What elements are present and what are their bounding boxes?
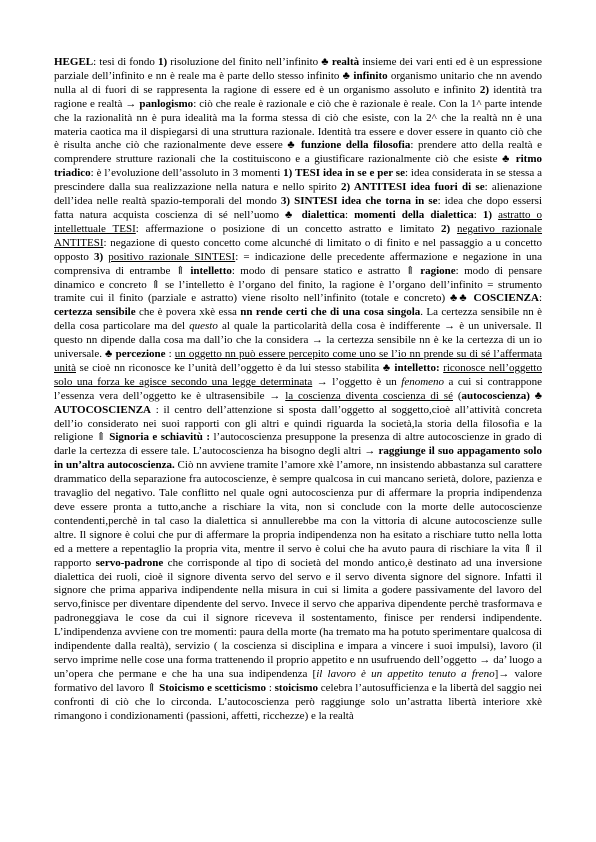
body-text: : idea considerata in se stessa a prescindere dalla sua realizzazione nella natura e nello spirito xyxy=(54,167,542,194)
bold-text: COSCIENZA xyxy=(473,292,539,305)
body-text: : = indicazione delle precedente affermazione e negazione in una comprensiva di entrambe ⇑ xyxy=(54,250,543,277)
bold-text: Stoicismo e scetticismo xyxy=(159,681,267,694)
bold-text: infinito xyxy=(353,69,388,82)
body-text: → l’oggetto è un xyxy=(312,375,402,388)
body-text: che è povera xkè essa xyxy=(135,306,241,319)
underlined-text: positivo razionale SINTESI xyxy=(108,250,236,263)
bold-text: intelletto: xyxy=(394,361,440,374)
body-text: : negazione di questo concetto come alcunché di limitato o di finito e nel passaggio a u concetto opposto xyxy=(54,236,542,263)
underlined-text: riconosce nell’oggetto solo una forza ke agisce secondo una legge determinata xyxy=(54,361,542,388)
body-text: ♣ xyxy=(529,389,542,402)
bold-text: raggiunge il suo appagamento solo in un’altra autocoscienza. xyxy=(54,445,542,472)
body-text: : idea che dopo essersi fatta natura acquista coscienza di sé nell’uomo ♣ xyxy=(54,195,542,221)
bold-text: 2) xyxy=(479,83,490,96)
body-text: organismo unitario che nn avendo nulla al di fuori di se rappresenta la ragione di essere ed è un organismo assoluto e infinito xyxy=(54,69,543,96)
body-text: a cui si contrappone l’essenza vera dell’oggetto ke è ultrasensibile → xyxy=(54,375,542,402)
bold-text: 3) SINTESI idea che torna in se xyxy=(280,195,438,208)
body-text: : è l’evoluzione dell’assoluto in 3 momenti xyxy=(90,167,284,180)
bold-text: panlogismo xyxy=(139,97,194,110)
underlined-text: astratto o intellettuale TESI xyxy=(54,208,542,235)
document-body xyxy=(54,56,542,724)
bold-text: 2) xyxy=(440,222,451,235)
body-text: che corrisponde al tipo di società del mondo antico,è destinato ad una inversione dialettica dei ruoli, cioè il signore diventa servo del servo e il servo diventa signore del signore. Infatti il signore che prima appariva indipendente nella misura in cui si limita a godere passivamente del lavoro del servo,finisce per diventare dipendente del servo. Invece il servo che appariva dipendente perchè trasformava e padroneggiava le cose da cui il signore riceveva il sostentamento, finisce per rendersi indipendente. L’indipendenza avviene con tre momenti: paura della morte (ha tremato ma ha potuto sperimentare qualcosa di indipendente dalla realtà), servizio ( la coscienza si disciplina e impara a vincere i suoi impulsi), lavoro (il servo imprime nelle cose una forma trattenendo il proprio appetito e nn usufruendo dell’oggetto → da’ luogo a un’opera che permane e che ha una sua indipendenza [ xyxy=(54,556,542,680)
bold-text: 3) xyxy=(93,250,104,263)
italic-text: questo xyxy=(189,320,218,333)
bold-text: 1) xyxy=(157,56,168,68)
body-text: risoluzione del finito nell’infinito ♣ xyxy=(167,56,332,68)
body-text: : xyxy=(266,681,275,694)
body-text: ]→ valore formativo del lavoro ⇑ xyxy=(54,667,542,694)
bold-text: nn rende certi che di una cosa singola xyxy=(240,306,421,319)
body-text: : xyxy=(165,348,175,361)
bold-text: 1) xyxy=(482,208,493,221)
body-text: ( xyxy=(452,389,462,402)
bold-text: stoicismo xyxy=(274,681,319,694)
body-text: : modo di pensare statico e astratto ⇑ xyxy=(231,264,421,277)
body-text xyxy=(450,223,457,235)
body-text: : alienazione dell’idea nelle realtà spazio-temporali del mondo xyxy=(54,181,542,208)
body-text: : xyxy=(538,292,542,305)
bold-text: 1) TESI idea in se e per se xyxy=(283,167,405,180)
body-text: : il centro dell’attenzione si sposta dall’oggetto al soggetto,cioè all’attività concreta dell’io considerato nei suoi rapporti con gli altri e quindi riguarda la società,la storia della filosofia e la religione ⇑ xyxy=(54,403,542,444)
body-text: celebra l’autosufficienza e la libertà del saggio nei confronti di ciò che lo circonda. L’autocoscienza però raggiunge solo un’astratta libertà interiore xkè rimangono i condizionamenti (passioni, affetti, ricchezze) e la realtà xyxy=(54,681,542,722)
bold-text: funzione della filosofia xyxy=(300,139,411,152)
bold-text: Signoria e schiavitù : xyxy=(109,431,211,444)
bold-text: HEGEL xyxy=(54,56,94,68)
underlined-text: negativo razionale ANTITESI xyxy=(54,222,543,249)
body-text: : modo di pensare dinamico e concreto ⇑ se l’intelletto è l’organo del finito, la ragione è l’organo dell’infinito = strumento tramite cui il finito (parziale e astratto) viene risolto nell’infinito (totale e concreto) ♣♣ xyxy=(54,264,543,305)
bold-text: ragione xyxy=(420,264,456,277)
body-text: : ciò che reale è razionale e ciò che è razionale è reale. Con la 1^ parte intende che la razionalità nn è pura idealità ma la forma stessa di ciò che esiste, con la 2^ che la realtà nn è una materia caotica ma il dispiegarsi di una struttura razionale. Identità tra essere e dover essere in quanto ciò che è risulta anche ciò che razionalmente deve essere ♣ xyxy=(54,97,542,152)
body-text: Ciò nn avviene tramite l’amore xkè l’amore, nn insistendo abbastanza sul carattere drammatico della separazione fra autocoscienze, è sempre qualcosa in cui mancano serietà, dolore, pazienza e travaglio del negativo. Tale conflitto nel quale ogni autocoscienza pur di affermare la propria indipendenza deve essere pronta a tutto,anche a rischiare la vita, non si conclude con la morte delle autocoscienze contendenti,perchè in tal caso la dialettica si annullerebbe ma con la vittoria di alcune autocoscienze sulle altre. Il signore è colui che pur di affermare la propria indipendenza non ha esitato a rischiare tutto nella lotta ed a mettere a repentaglio la propria vita, mentre il servo è colui che ha avuto paura di rischiare la vita ⇑ il rapporto xyxy=(54,459,542,569)
bold-text: ritmo triadico xyxy=(54,153,542,180)
body-text: : xyxy=(473,208,483,221)
body-text: : affermazione o posizione di un concetto astratto e limitato xyxy=(135,222,441,235)
underlined-text: la coscienza diventa coscienza di sé xyxy=(285,389,453,402)
bold-text: percezione xyxy=(115,348,166,361)
body-text: identità tra ragione e realtà → xyxy=(54,83,542,110)
body-text: : xyxy=(345,208,355,221)
body-text: : prendere atto della realtà e comprendere strutture razionali che la costituiscono e a giustificare razionalmente ciò che esiste ♣ xyxy=(54,139,542,166)
italic-text: fenomeno xyxy=(401,375,445,388)
bold-text: autocoscienza) xyxy=(461,389,530,402)
bold-text: servo-padrone xyxy=(95,556,164,569)
body-text: l’autocoscienza presuppone la presenza di altre autocoscienze in grado di darle la certezza di essere tale. L’autocoscienza ha bisogno degli altri → xyxy=(54,431,542,458)
bold-text: 2) ANTITESI idea fuori di se xyxy=(341,181,485,194)
underlined-text: un oggetto nn può essere percepito come uno se l’io nn prende su di sé l’affermata unità xyxy=(54,348,543,374)
bold-text: realtà xyxy=(331,56,360,68)
bold-text: momenti della dialettica xyxy=(354,208,474,221)
body-text: al quale la particolarità della cosa è indifferente → è un universale. Il questo nn dipende dalla cosa ma dall’io che la considera → la certezza sensibile nn è ke la certezza di un io universale. ♣ xyxy=(54,320,542,361)
bold-text: AUTOCOSCIENZA xyxy=(54,403,151,416)
bold-text: certezza sensibile xyxy=(54,306,136,319)
bold-text: intelletto xyxy=(190,264,232,277)
body-text: se cioè nn riconosce ke l’unità dell’oggetto è da lui stesso stabilita ♣ xyxy=(76,361,395,374)
italic-text: il lavoro è un appetito tenuto a freno xyxy=(316,667,495,680)
body-text: : tesi di fondo xyxy=(93,56,158,68)
body-text: . La certezza sensibile nn è della cosa particolare ma del xyxy=(54,306,542,333)
body-text: insieme dei vari enti ed è un espressione parziale dell’infinito e nn è reale ma è parte dello stesso infinito ♣ xyxy=(54,56,542,82)
bold-text: dialettica xyxy=(301,208,345,221)
